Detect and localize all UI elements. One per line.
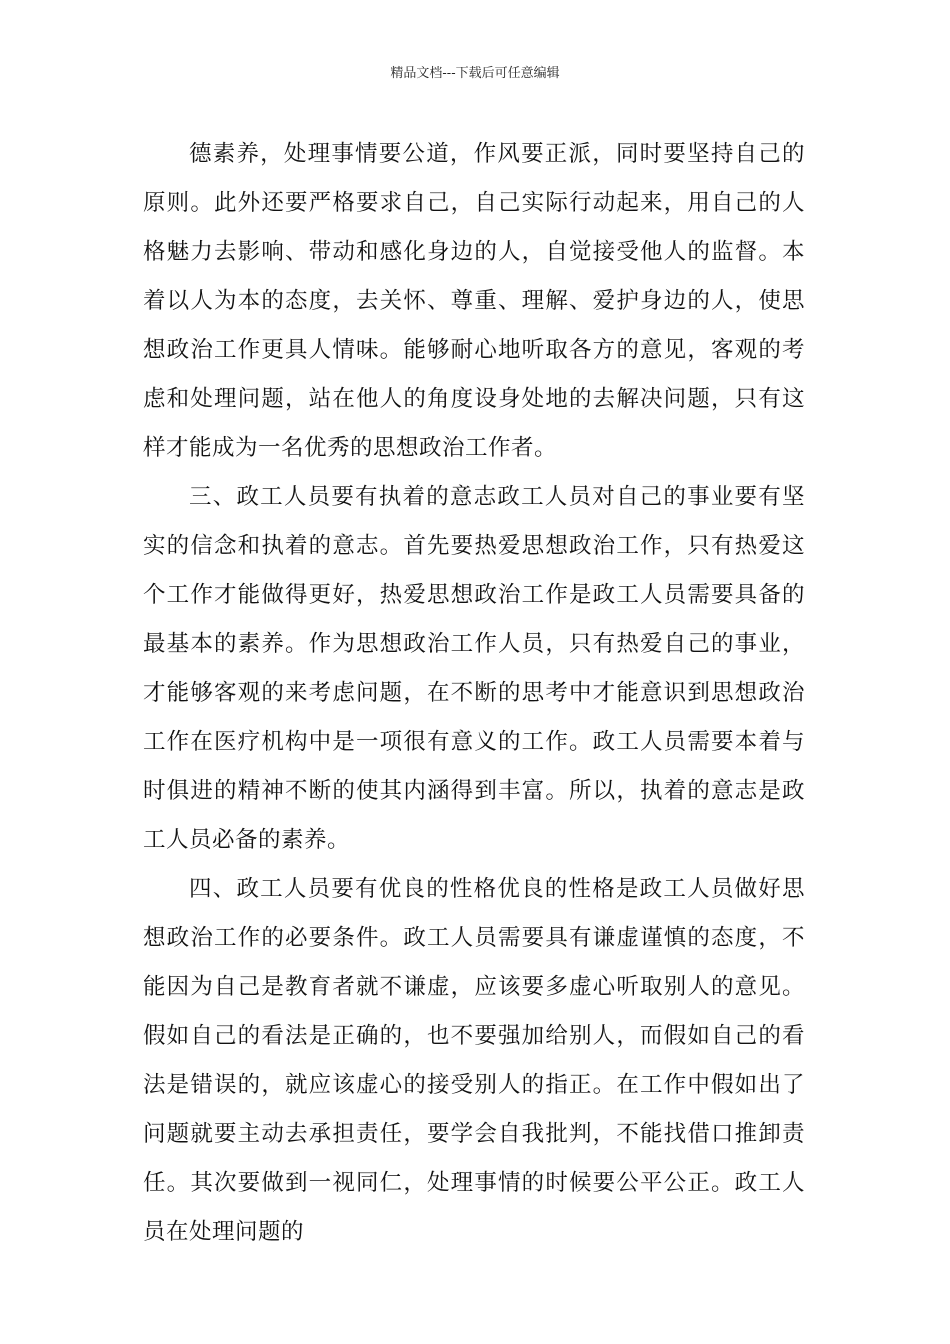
page-header: 精品文档---下载后可任意编辑	[390, 66, 560, 81]
paragraph-3: 四、政工人员要有优良的性格优良的性格是政工人员做好思想政治工作的必要条件。政工人员需要具有谦虚谨慎的态度，不能因为自己是教育者就不谦虚，应该要多虚心听取别人的意见。假如自己的看法是正确的，也不要强加给别人，而假如自己的看法是错误的，就应该虚心的接受别人的指正。在工作中假如出了问题就要主动去承担责任，要学会自我批判，不能找借口推卸责任。其次要做到一视同仁，处理事情的时候要公平公正。政工人员在处理问题的	[143, 876, 805, 1245]
paragraph-1: 德素养，处理事情要公道，作风要正派，同时要坚持自己的原则。此外还要严格要求自己，自己实际行动起来，用自己的人格魅力去影响、带动和感化身边的人，自觉接受他人的监督。本着以人为本的态度，去关怀、尊重、理解、爱护身边的人，使思想政治工作更具人情味。能够耐心地听取各方的意见，客观的考虑和处理问题，站在他人的角度设身处地的去解决问题，只有这样才能成为一名优秀的思想政治工作者。	[143, 141, 805, 461]
paragraph-2: 三、政工人员要有执着的意志政工人员对自己的事业要有坚实的信念和执着的意志。首先要热爱思想政治工作，只有热爱这个工作才能做得更好，热爱思想政治工作是政工人员需要具备的最基本的素养。作为思想政治工作人员，只有热爱自己的事业，才能够客观的来考虑问题，在不断的思考中才能意识到思想政治工作在医疗机构中是一项很有意义的工作。政工人员需要本着与时俱进的精神不断的使其内涵得到丰富。所以，执着的意志是政工人员必备的素养。	[143, 484, 805, 853]
document-body	[143, 130, 805, 1257]
